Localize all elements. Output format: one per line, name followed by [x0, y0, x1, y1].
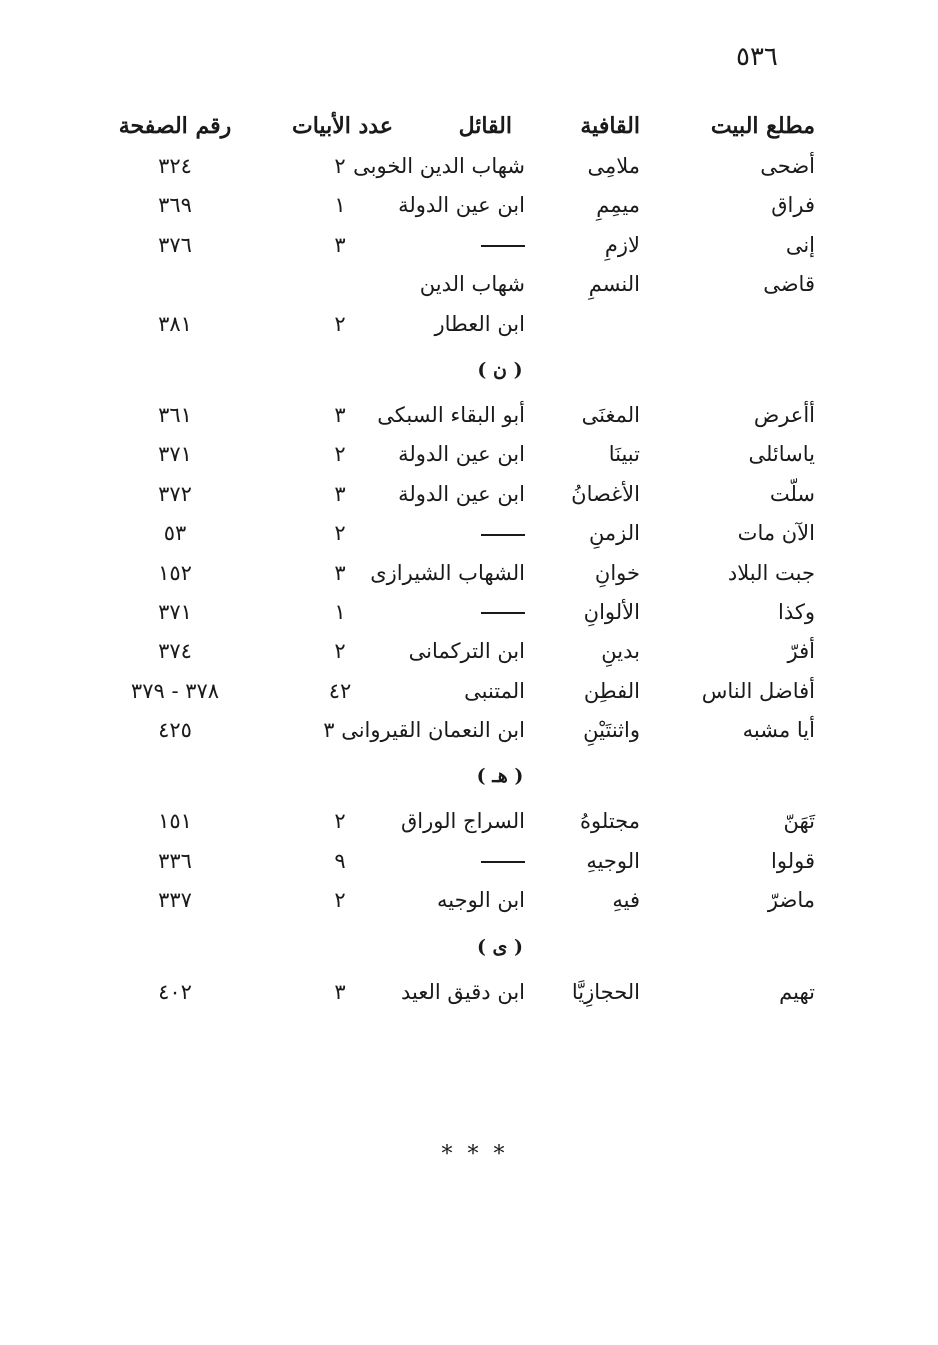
- cell-opening: الآن مات: [737, 521, 815, 546]
- cell-count: ٣: [334, 232, 346, 257]
- group-nun: [110, 396, 830, 751]
- section-heading-ha: ( هـ ): [476, 765, 524, 788]
- cell-opening: تهيم: [779, 979, 815, 1004]
- cell-rhyme: فيهِ: [612, 888, 640, 913]
- cell-rhyme: مجتلوهُ: [580, 809, 640, 834]
- cell-pages: ١٥١: [158, 809, 192, 834]
- header-count: عدد الأبيات: [292, 113, 393, 139]
- cell-poet: ابن عين الدولة: [398, 193, 525, 218]
- cell-opening: ياسائلى: [748, 442, 815, 467]
- cell-opening: أفاضل الناس: [701, 678, 815, 703]
- cell-pages: ٣٧١: [158, 599, 192, 624]
- cell-opening: أضحى: [760, 154, 815, 178]
- cell-opening: سلّت: [769, 481, 815, 506]
- cell-pages: ٣٣٦: [158, 848, 192, 873]
- group-ya: [110, 973, 830, 1012]
- table-row: [110, 554, 830, 593]
- cell-poet: المتنبى: [464, 678, 525, 703]
- table-row: [110, 396, 830, 435]
- cell-count: ٢: [334, 442, 346, 467]
- cell-rhyme: المغنَى: [581, 402, 640, 427]
- cell-pages: ٣٧١: [158, 442, 192, 467]
- cell-rhyme: خوانِ: [594, 560, 640, 585]
- cell-poet: [481, 226, 525, 265]
- cell-pages: ٣٨١: [158, 311, 192, 336]
- dash-mark: [481, 612, 525, 614]
- cell-rhyme: ملامِى: [587, 154, 640, 178]
- cell-opening: أيا مشبه: [742, 718, 815, 743]
- page-number: ٥٣٦: [736, 42, 778, 72]
- table-row: [110, 435, 830, 474]
- cell-count: ٣: [334, 560, 346, 585]
- header-pages: رقم الصفحة: [118, 113, 232, 139]
- cell-opening: جبت البلاد: [727, 560, 815, 585]
- cell-count: ٣: [334, 481, 346, 506]
- cell-opening: فراق: [771, 193, 815, 218]
- cell-poet: ابن عين الدولة: [398, 442, 525, 467]
- cell-opening: ماضرّ: [767, 888, 815, 913]
- table-row: [110, 147, 830, 186]
- cell-count: ١: [334, 193, 346, 218]
- table-row: [110, 802, 830, 841]
- header-poet: القائل: [458, 113, 512, 139]
- cell-poet: [481, 514, 525, 553]
- cell-poet: ابن النعمان القيروانى ٣: [323, 718, 525, 743]
- cell-poet: الشهاب الشيرازى: [370, 560, 525, 585]
- dash-mark: [481, 861, 525, 863]
- cell-opening: قاضى: [763, 272, 815, 297]
- cell-pages: ٥٣: [163, 521, 187, 546]
- header-rhyme: القافية: [580, 113, 640, 139]
- cell-rhyme: لازمِ: [604, 232, 640, 257]
- cell-poet: ابن الوجيه: [437, 888, 525, 913]
- cell-pages: ٣٦١: [158, 402, 192, 427]
- cell-count: ٣: [334, 402, 346, 427]
- cell-poet: ابن التركمانى: [408, 639, 525, 664]
- cell-poet: شهاب الدين: [419, 272, 525, 297]
- cell-pages: ٤٠٢: [158, 979, 192, 1004]
- table-row: [110, 226, 830, 265]
- end-mark: * * *: [441, 1142, 509, 1167]
- group-ha: [110, 802, 830, 920]
- table-row: [110, 711, 830, 750]
- cell-poet: أبو البقاء السبكى: [377, 402, 525, 427]
- table-row: [110, 973, 830, 1012]
- cell-count: ٢: [334, 809, 346, 834]
- cell-opening: تَهَنّ: [783, 809, 815, 834]
- cell-rhyme: النسمِ: [588, 272, 640, 297]
- cell-rhyme: الحجازِيَّا: [571, 979, 640, 1004]
- cell-rhyme: واثنتَيْنِ: [583, 718, 640, 743]
- verse-index-table: [110, 105, 830, 1012]
- cell-opening: أأعرض: [753, 402, 815, 427]
- cell-rhyme: الألوانِ: [583, 599, 640, 624]
- table-row: [110, 593, 830, 632]
- cell-poet: ابن العطار: [434, 311, 525, 336]
- cell-pages: ٣٣٧: [158, 888, 192, 913]
- section-heading-nun: ( ن ): [477, 358, 523, 381]
- cell-rhyme: الأغصانُ: [571, 481, 640, 506]
- cell-opening: أفرّ: [787, 639, 815, 664]
- cell-rhyme: تبينَا: [608, 442, 640, 467]
- table-row: [110, 672, 830, 711]
- cell-rhyme: ميمِمِ: [596, 193, 640, 218]
- table-row: [110, 475, 830, 514]
- table-row: [110, 842, 830, 881]
- cell-count: ٢: [334, 639, 346, 664]
- cell-pages: ١٥٢: [158, 560, 192, 585]
- cell-count: ٢: [334, 521, 346, 546]
- cell-pages: ٣٦٩: [158, 193, 192, 218]
- cell-poet: ابن دقيق العيد: [401, 979, 525, 1004]
- cell-poet: [481, 842, 525, 881]
- cell-rhyme: الفطِن: [583, 678, 640, 703]
- dash-mark: [481, 245, 525, 247]
- table-row: [110, 265, 830, 304]
- cell-rhyme: الزمنِ: [588, 521, 640, 546]
- dash-mark: [481, 534, 525, 536]
- table-row: [110, 514, 830, 553]
- cell-count: ١: [334, 599, 346, 624]
- cell-poet: [481, 593, 525, 632]
- table-row: [110, 305, 830, 344]
- cell-poet: ابن عين الدولة: [398, 481, 525, 506]
- section-heading-ya: ( ى ): [476, 935, 524, 958]
- cell-poet: شهاب الدين الخوبى: [353, 154, 525, 178]
- table-row: [110, 186, 830, 225]
- cell-count: ٢: [334, 311, 346, 336]
- cell-opening: وكذا: [778, 599, 815, 624]
- cell-opening: إنى: [785, 232, 815, 257]
- cell-poet: السراج الوراق: [401, 809, 525, 834]
- cell-count: ٢: [334, 154, 346, 178]
- cell-pages: ٤٢٥: [158, 718, 192, 743]
- table-row: [110, 632, 830, 671]
- cell-count: ٤٢: [328, 678, 352, 703]
- cell-count: ٢: [334, 888, 346, 913]
- table-row: [110, 881, 830, 920]
- header-opening: مطلع البيت: [710, 113, 815, 139]
- cell-count: ٩: [334, 848, 346, 873]
- table-header: [110, 105, 830, 147]
- cell-pages: ٣٧٨ - ٣٧٩: [130, 678, 220, 703]
- cell-rhyme: الوجيهِ: [586, 848, 640, 873]
- cell-rhyme: بدينِ: [601, 639, 640, 664]
- group-mim: [110, 147, 830, 344]
- cell-pages: ٣٧٤: [158, 639, 192, 664]
- cell-opening: قولوا: [771, 848, 815, 873]
- cell-count: ٣: [334, 979, 346, 1004]
- cell-pages: ٣٧٢: [158, 481, 192, 506]
- cell-pages: ٣٧٦: [158, 232, 192, 257]
- cell-pages: ٣٢٤: [158, 154, 192, 178]
